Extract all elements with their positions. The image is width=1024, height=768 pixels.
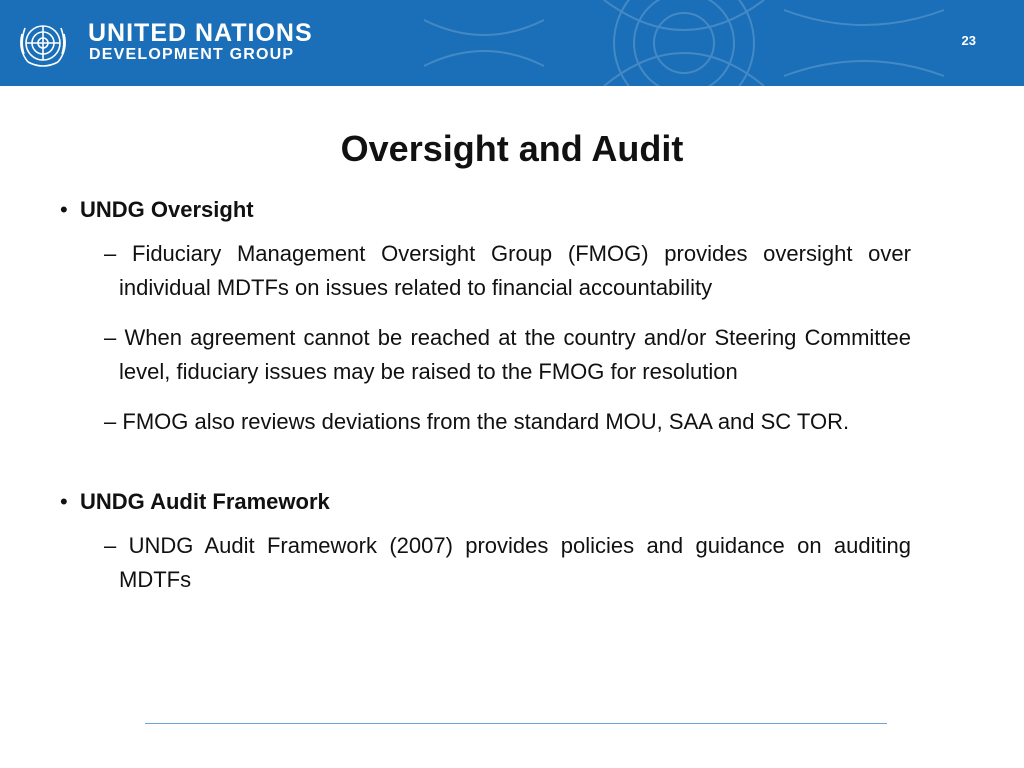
sub-item-agreement (58, 321, 911, 389)
bullet-heading: UNDG Audit Framework (80, 489, 330, 514)
sub-item-text: UNDG Audit Framework (2007) provides policies and guidance on auditing MDTFs (119, 533, 911, 592)
sub-item-fmog-oversight (58, 237, 911, 305)
footer-divider (145, 723, 887, 724)
dash-icon: – (104, 325, 117, 350)
sub-item-text: FMOG also reviews deviations from the standard MOU, SAA and SC TOR. (122, 409, 850, 434)
sub-item-text: When agreement cannot be reached at the country and/or Steering Committee level, fiduciary issues may be raised to the FMOG for resolution (119, 325, 911, 384)
bullet-icon: • (60, 197, 68, 222)
bullet-undg-audit-framework (58, 485, 911, 519)
org-name-line2: DEVELOPMENT GROUP (89, 46, 295, 63)
dash-icon: – (104, 533, 117, 558)
header-background-pattern (304, 0, 1024, 86)
bullet-undg-oversight (58, 193, 911, 227)
slide-title: Oversight and Audit (340, 128, 684, 169)
dash-icon: – (104, 409, 117, 434)
un-emblem-icon (14, 14, 72, 72)
header-bar (0, 0, 1024, 86)
sub-item-fmog-reviews (58, 405, 911, 439)
bullet-icon: • (60, 489, 68, 514)
bullet-heading: UNDG Oversight (80, 197, 254, 222)
sub-item-audit-framework (58, 529, 911, 597)
org-name-line1: UNITED NATIONS (88, 19, 313, 47)
sub-item-text: Fiduciary Management Oversight Group (FMOG) provides oversight over individual MDTFs on issues related to financial accountability (119, 241, 911, 300)
slide-content (58, 193, 911, 613)
dash-icon: – (104, 241, 117, 266)
page-number: 23 (961, 33, 976, 48)
